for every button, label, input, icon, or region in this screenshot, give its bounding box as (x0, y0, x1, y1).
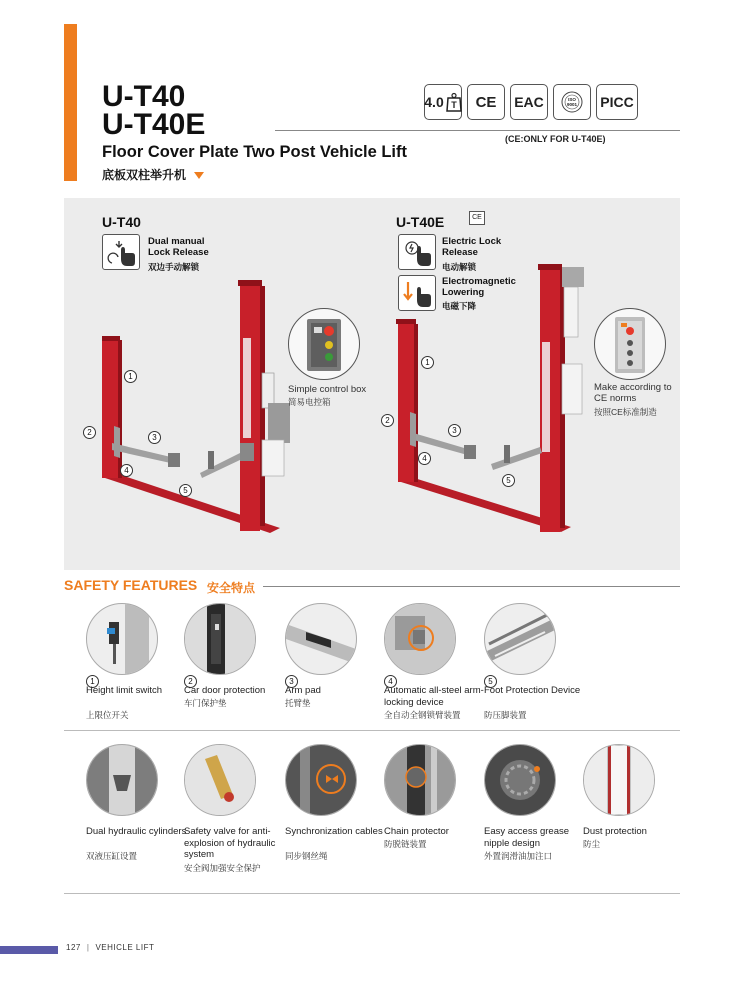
dust-protection-image (583, 744, 655, 816)
right-callout-cn: 按照CE标准制造 (594, 407, 657, 417)
part-number-1: 1 (124, 370, 137, 383)
feature-11-en: Dust protection (583, 826, 647, 837)
feature-11-cn: 防尘 (583, 839, 601, 849)
safety-features-title: SAFETY FEATURES (64, 577, 198, 593)
feature-2-en: Car door protection (184, 685, 266, 696)
feature-5-cn: 防压脚装置 (484, 710, 527, 720)
feature-number-2: 2 (184, 675, 197, 688)
triangle-down-icon (194, 172, 204, 179)
ce-control-box-detail-image (594, 308, 666, 380)
dual-hydraulic-cylinders-image (86, 744, 158, 816)
feature-9-en: Chain protector (384, 826, 449, 837)
foot-protection-image (484, 603, 556, 675)
right-feature1-cn: 电动解锁 (442, 262, 477, 272)
accent-bar (64, 24, 77, 181)
feature-2-cn: 车门保护垫 (184, 698, 227, 708)
eac-mark-icon: EAC (514, 94, 544, 110)
picc-badge (596, 84, 638, 120)
feature-bottom-divider (64, 893, 680, 894)
manual-release-hand-icon (102, 234, 140, 270)
feature-3-cn: 托臂垫 (285, 698, 311, 708)
part-number-5: 5 (179, 484, 192, 497)
arm-pad-image (285, 603, 357, 675)
part-number-3: 3 (148, 431, 161, 444)
feature-8-cn: 同步钢丝绳 (285, 851, 328, 861)
feature-10-en: Easy access grease nipple design (484, 826, 570, 849)
feature-number-4: 4 (384, 675, 397, 688)
part-number-4: 4 (120, 464, 133, 477)
load-capacity-icon: 4.0 T (424, 92, 461, 112)
feature-3-en: Arm pad (285, 685, 321, 696)
part-number-3-right: 3 (448, 424, 461, 437)
iso-badge (553, 84, 591, 120)
left-model-label: U-T40 (102, 214, 141, 230)
chain-protector-image (384, 744, 456, 816)
ce-note: (CE:ONLY FOR U-T40E) (505, 134, 606, 144)
feature-1-cn: 上限位开关 (86, 710, 129, 720)
footer-section: VEHICLE LIFT (95, 943, 155, 952)
safety-features-title-cn: 安全特点 (207, 581, 256, 595)
height-limit-switch-image (86, 603, 158, 675)
ce-mark-icon: CE (475, 93, 497, 111)
feature-row-divider (64, 730, 680, 731)
right-feature2-cn: 电磁下降 (442, 301, 477, 311)
part-number-2: 2 (83, 426, 96, 439)
part-number-2-right: 2 (381, 414, 394, 427)
load-capacity-badge (424, 84, 462, 120)
part-number-5-right: 5 (502, 474, 515, 487)
feature-6-en: Dual hydraulic cylinders (86, 826, 187, 837)
right-feature2-en: Electromagnetic Lowering (442, 276, 516, 298)
svg-text:T: T (450, 100, 457, 110)
car-door-protection-image (184, 603, 256, 675)
svg-text:9001: 9001 (566, 102, 578, 107)
u-t40e-lift-illustration (376, 262, 606, 552)
footer: 127 | VEHICLE LIFT (66, 943, 155, 952)
feature-4-cn: 全自动全钢锁臂装置 (384, 710, 461, 720)
control-box-detail-image (288, 308, 360, 380)
svg-text:ISO: ISO (568, 97, 576, 102)
feature-5-en: Foot Protection Device (484, 685, 581, 696)
footer-accent-bar (0, 946, 58, 954)
right-model-label: U-T40E (396, 214, 445, 230)
feature-10-cn: 外置润滑油加注口 (484, 851, 553, 861)
feature-6-cn: 双液压缸设置 (86, 851, 138, 861)
iso-9001-icon (560, 90, 584, 114)
right-callout-en: Make according to CE norms (594, 382, 672, 404)
right-feature1-en: Electric Lock Release (442, 236, 502, 258)
eac-badge (510, 84, 548, 120)
product-subtitle: Floor Cover Plate Two Post Vehicle Lift (102, 143, 408, 161)
ce-badge (467, 84, 505, 120)
ce-small-icon: CE (469, 211, 485, 225)
feature-number-5: 5 (484, 675, 497, 688)
safety-valve-image (184, 744, 256, 816)
safety-divider (263, 586, 680, 587)
arm-locking-device-image (384, 603, 456, 675)
page-number: 127 (66, 943, 81, 952)
left-feature-cn: 双边手动解锁 (148, 262, 200, 272)
feature-7-cn: 安全阀加强安全保护 (184, 863, 261, 873)
model-title-secondary: U-T40E (102, 108, 206, 141)
header-divider (275, 130, 680, 131)
left-feature-en: Dual manual Lock Release (148, 236, 209, 258)
picc-mark-icon: PICC (600, 94, 634, 110)
feature-1-en: Height limit switch (86, 685, 163, 696)
model-title-primary: U-T40 (102, 80, 186, 113)
feature-4-en: Automatic all-steel arm-locking device (384, 685, 484, 708)
feature-number-1: 1 (86, 675, 99, 688)
product-subtitle-cn (102, 166, 204, 183)
part-number-1-right: 1 (421, 356, 434, 369)
feature-number-3: 3 (285, 675, 298, 688)
left-callout-cn: 简易电控箱 (288, 397, 331, 407)
feature-7-en: Safety valve for anti-explosion of hydraulic system (184, 826, 276, 860)
feature-9-cn: 防脱链装置 (384, 839, 427, 849)
product-hero-panel (64, 198, 680, 570)
left-callout-en: Simple control box (288, 384, 367, 395)
part-number-4-right: 4 (418, 452, 431, 465)
grease-nipple-image (484, 744, 556, 816)
feature-8-en: Synchronization cables (285, 826, 383, 837)
subtitle-cn-text: 底板双柱举升机 (102, 168, 187, 182)
synchronization-cables-image (285, 744, 357, 816)
